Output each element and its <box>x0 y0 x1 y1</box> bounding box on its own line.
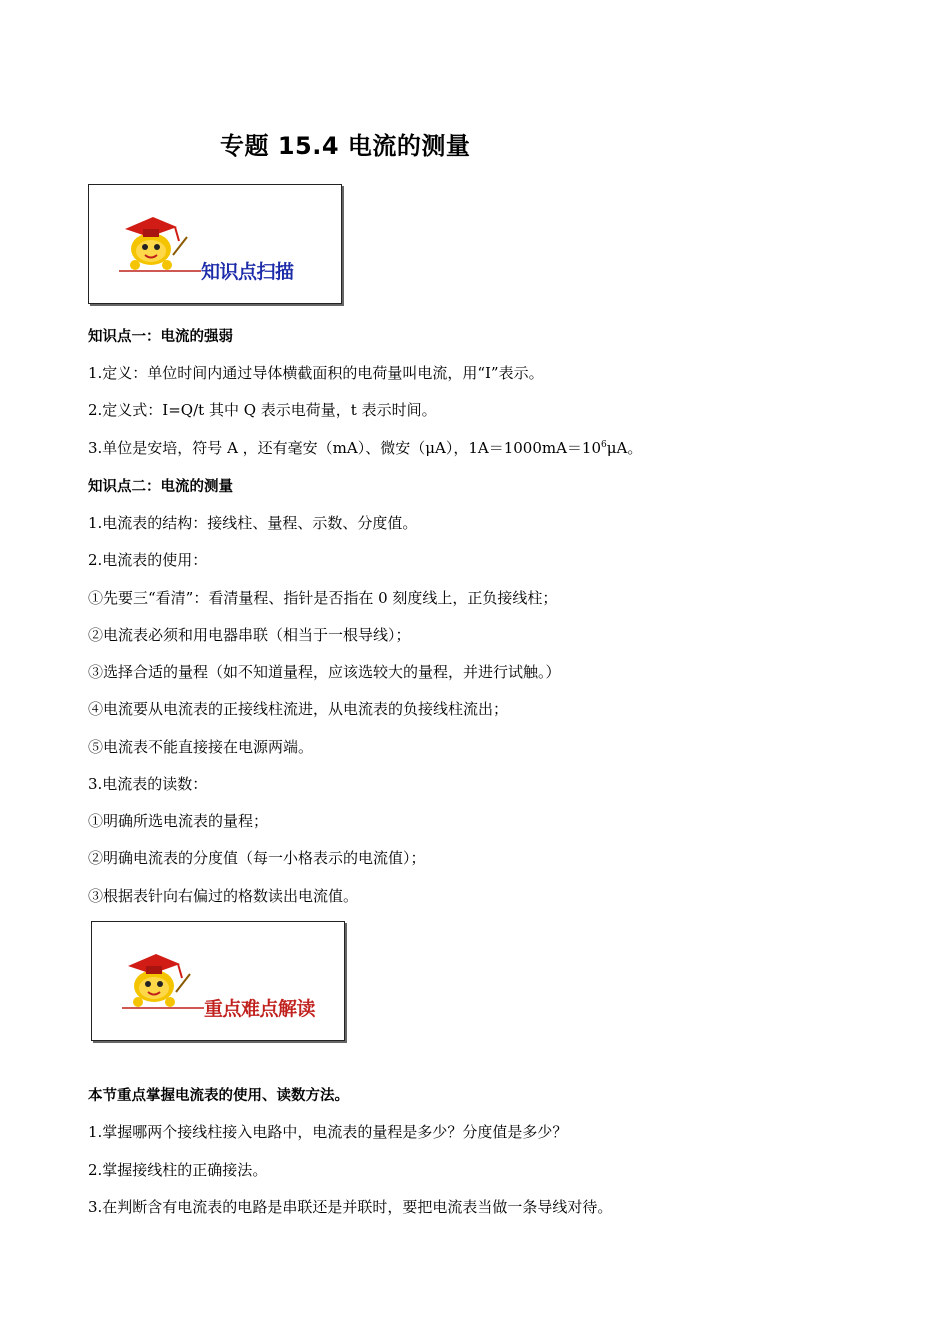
paragraph: 3.在判断含有电流表的电路是串联还是并联时，要把电流表当做一条导线对待。 <box>88 1198 613 1216</box>
paragraph: ②明确电流表的分度值（每一小格表示的电流值）； <box>88 849 426 867</box>
paragraph: 2.定义式：I=Q/t 其中 Q 表示电荷量，t 表示时间。 <box>88 401 437 419</box>
paragraph: 1.定义：单位时间内通过导体横截面积的电荷量叫电流，用“I”表示。 <box>88 364 544 382</box>
paragraph: ①先要三“看清”：看清量程、指针是否指在 0 刻度线上，正负接线柱； <box>88 589 558 607</box>
paragraph-text: 3.单位是安培，符号 A ，还有毫安（mA）、微安（μA），1A＝1000mA＝10 <box>88 439 602 457</box>
paragraph: 1.电流表的结构：接线柱、量程、示数、分度值。 <box>88 514 418 532</box>
section-heading: 本节重点掌握电流表的使用、读数方法。 <box>88 1088 349 1104</box>
paragraph: 1.掌握哪两个接线柱接入电路中，电流表的量程是多少？分度值是多少？ <box>88 1123 568 1141</box>
section-heading: 知识点一：电流的强弱 <box>88 329 233 345</box>
paragraph-text: μA。 <box>606 439 643 457</box>
paragraph: ③根据表针向右偏过的格数读出电流值。 <box>88 887 359 905</box>
paragraph: ③选择合适的量程（如不知道量程，应该选较大的量程，并进行试触。） <box>88 663 561 681</box>
key-points-banner <box>91 921 345 1041</box>
paragraph: 2.掌握接线柱的正确接法。 <box>88 1161 268 1179</box>
graduate-mascot-icon <box>92 922 344 1040</box>
paragraph: ④电流要从电流表的正接线柱流进，从电流表的负接线柱流出； <box>88 700 509 718</box>
section-heading: 知识点二：电流的测量 <box>88 479 233 495</box>
paragraph: ⑤电流表不能直接接在电源两端。 <box>88 738 314 756</box>
paragraph: ②电流表必须和用电器串联（相当于一根导线）； <box>88 626 411 644</box>
page-title: 专题 15.4 电流的测量 <box>220 132 471 160</box>
banner-label: 知识点扫描 <box>201 261 294 283</box>
banner-label: 重点难点解读 <box>204 998 316 1020</box>
paragraph: ①明确所选电流表的量程； <box>88 812 269 830</box>
paragraph: 2.电流表的使用： <box>88 551 208 569</box>
paragraph: 3.电流表的读数： <box>88 775 208 793</box>
exponent: 6 <box>601 440 607 450</box>
paragraph <box>88 437 642 458</box>
knowledge-scan-banner <box>88 184 342 304</box>
graduate-mascot-icon <box>89 185 341 303</box>
